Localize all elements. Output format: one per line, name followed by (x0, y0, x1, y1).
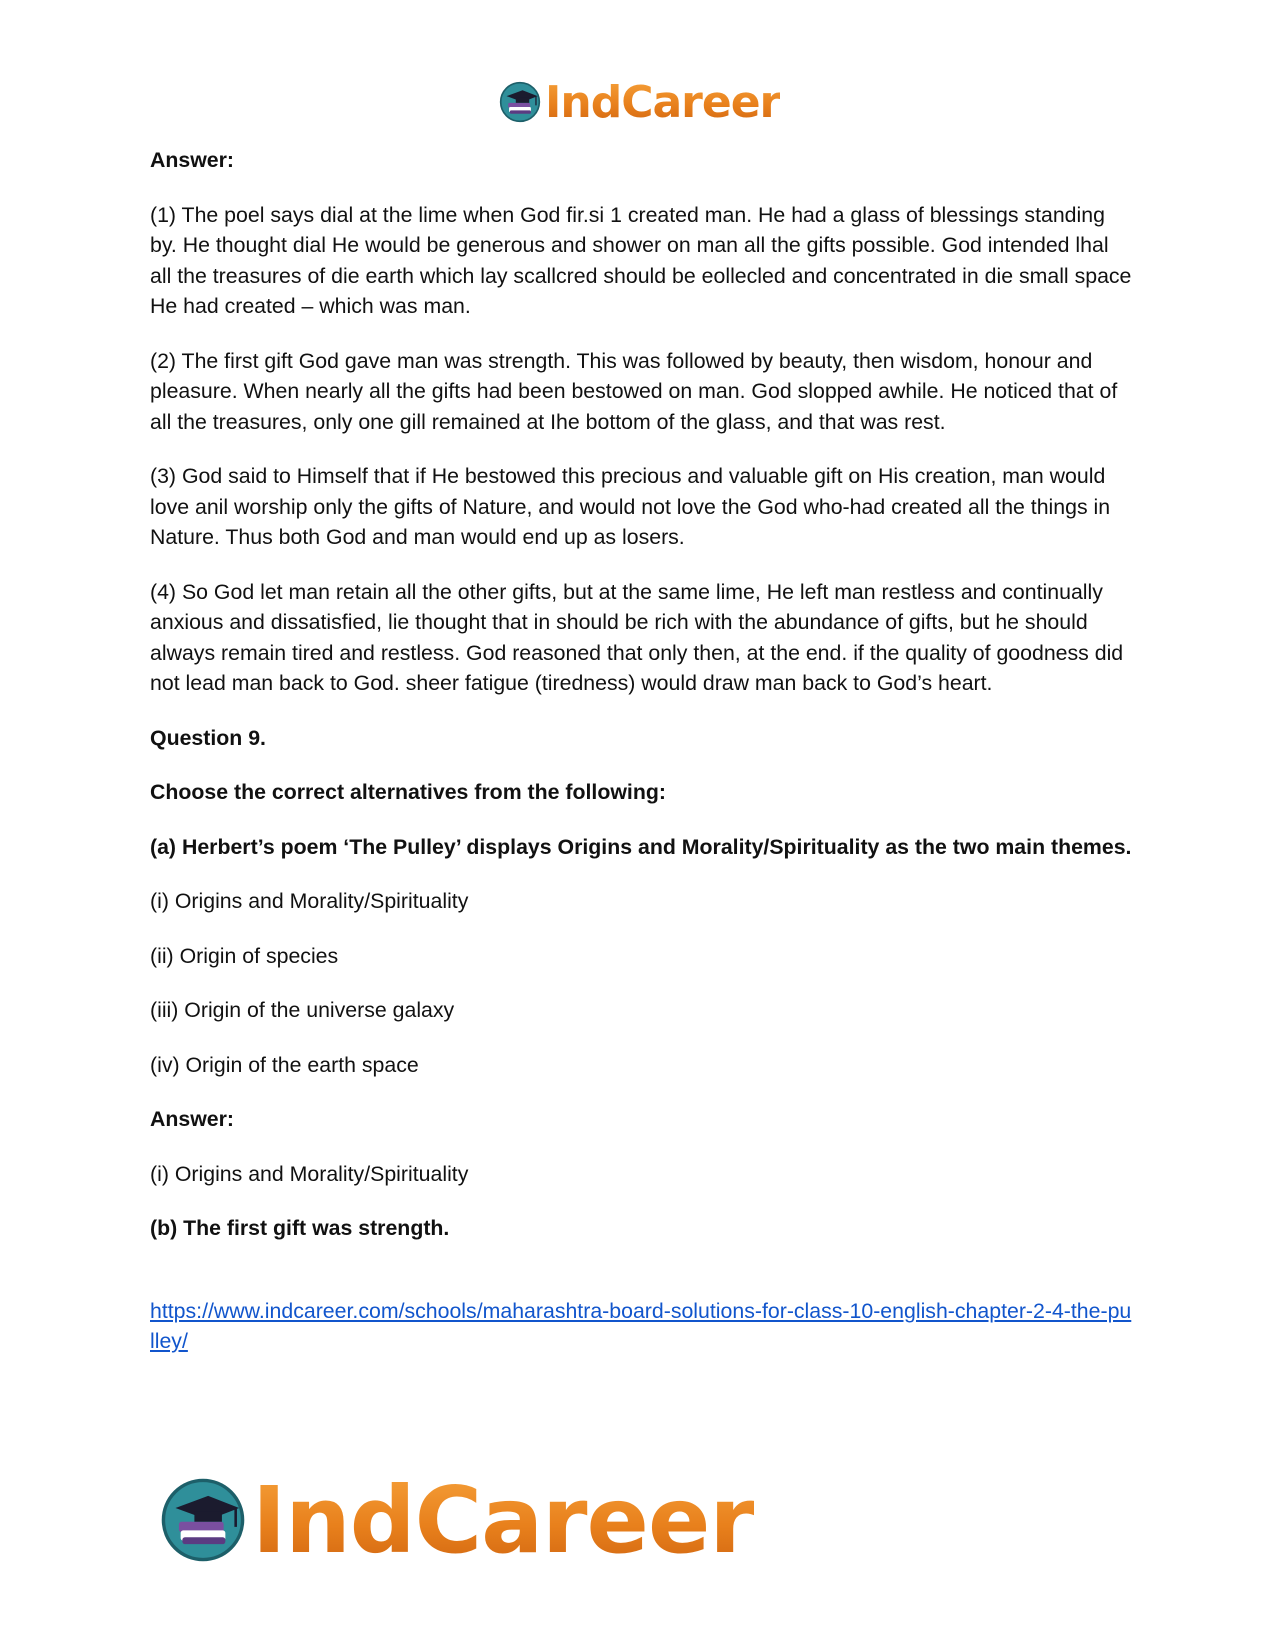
question-instruction: Choose the correct alternatives from the following: (150, 780, 666, 804)
option-ii: (ii) Origin of species (150, 943, 339, 968)
answer-paragraph-2: (2) The first gift God gave man was strength. This was followed by beauty, then wisdom, honour and pleasure. When nearly all the gifts had been bestowed on man. God slopped awhile. He noticed that of all the treasures, only one gill remained at Ihe bottom of the glass, and that was rest. (150, 348, 1118, 434)
graduation-book-icon (160, 1477, 246, 1563)
answer-heading-2: Answer: (150, 1107, 235, 1131)
document-body (150, 145, 1135, 1357)
source-link[interactable]: https://www.indcareer.com/schools/maharashtra-board-solutions-for-class-10-english-chapter-2-4-the-pulley/ (150, 1298, 1132, 1353)
logo-text: IndCareer (545, 76, 781, 128)
answer-heading: Answer: (150, 148, 235, 172)
graduation-book-icon (499, 81, 541, 123)
answer-paragraph-4: (4) So God let man retain all the other gifts, but at the same lime, He left man restless and continually anxious and dissatisfied, lie thought that in should be rich with the abundance of gifts, but he should always remain tired and restless. God reasoned that only then, at the end. if the quality of goodness did not lead man back to God. sheer fatigue (tiredness) would draw man back to God’s heart. (150, 579, 1124, 695)
logo-text: IndCareer (252, 1466, 754, 1574)
answer-paragraph-1: (1) The poel says dial at the lime when God fir.si 1 created man. He had a glass of blessings standing by. He thought dial He would be generous and shower on man all the gifts possible. God intended lhal all the treasures of die earth which lay scallcred should be eollecled and concentrated in die small space He had created – which was man. (150, 202, 1132, 318)
header-logo (499, 78, 780, 126)
question-a: (a) Herbert’s poem ‘The Pulley’ displays Origins and Morality/Spirituality as the two main themes. (150, 834, 1132, 859)
option-iv: (iv) Origin of the earth space (150, 1052, 419, 1077)
option-i: (i) Origins and Morality/Spirituality (150, 889, 469, 913)
answer-value: (i) Origins and Morality/Spirituality (150, 1161, 469, 1186)
question-b: (b) The first gift was strength. (150, 1216, 450, 1240)
question-heading: Question 9. (150, 725, 266, 750)
option-iii: (iii) Origin of the universe galaxy (150, 998, 455, 1022)
footer-logo (160, 1466, 754, 1574)
answer-paragraph-3: (3) God said to Himself that if He bestowed this precious and valuable gift on His creation, man would love anil worship only the gifts of Nature, and would not love the God who-had created all the things in Nature. Thus both God and man would end up as losers. (150, 464, 1111, 549)
